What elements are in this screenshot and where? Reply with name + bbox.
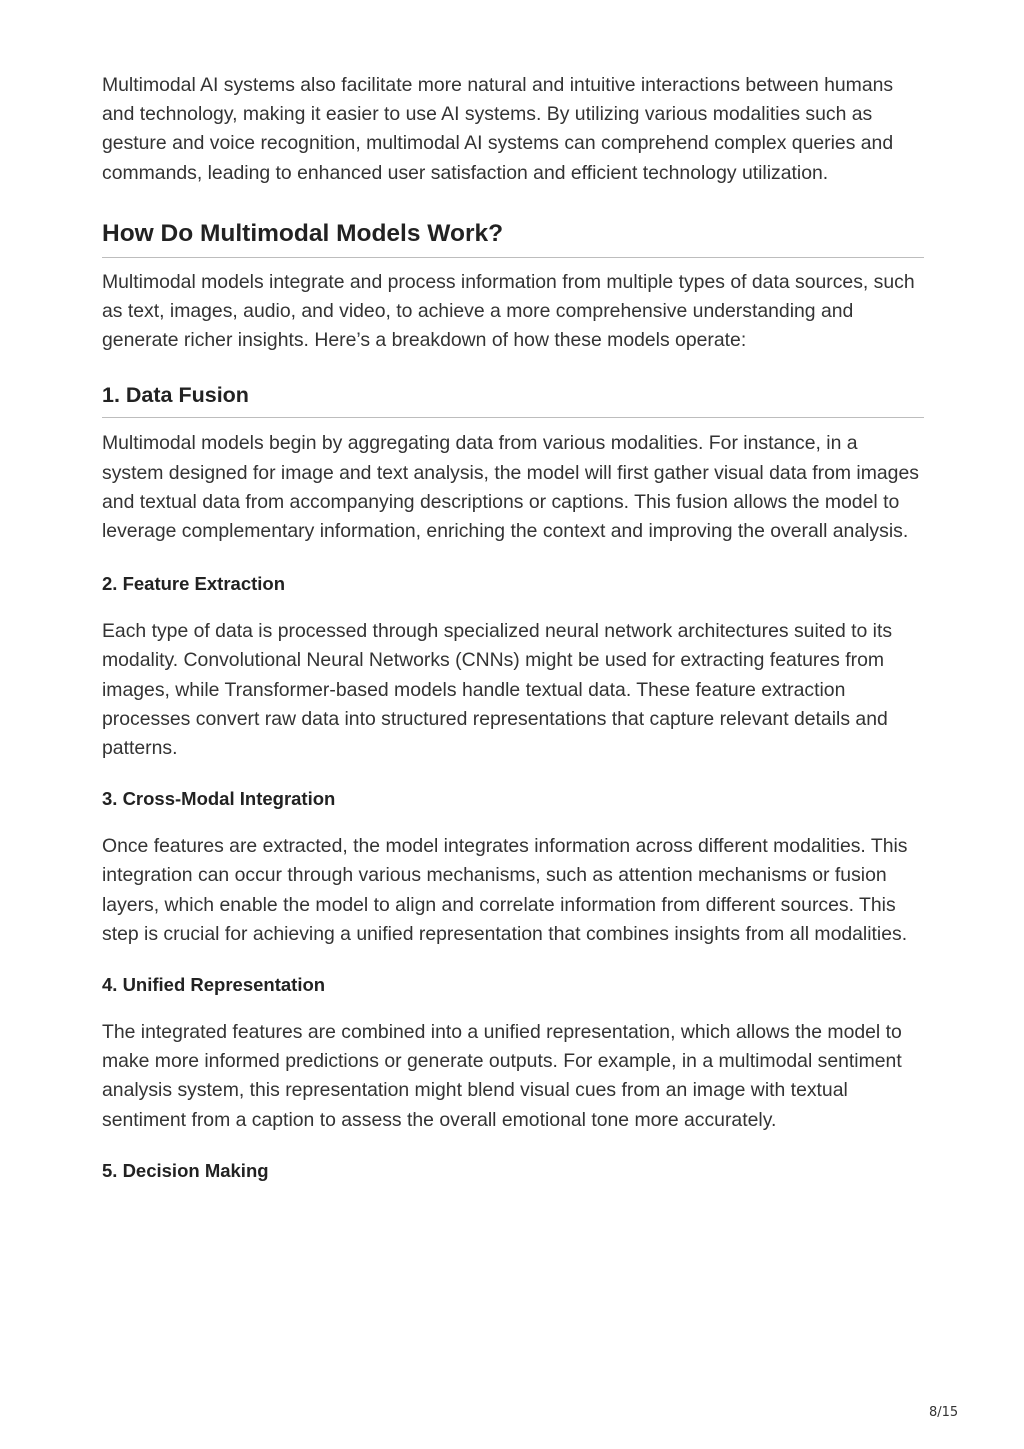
- section-paragraph: Multimodal models integrate and process information from multiple types of data sources, such as text, images, audio, and video, to achieve a more comprehensive understanding and generate richer insights. Here’s a breakdown of how these models operate:: [102, 270, 915, 352]
- step-paragraph-data-fusion: Multimodal models begin by aggregating data from various modalities. For instance, in a system designed for image and text analysis, the model will first gather visual data from images and textual data from accompanying descriptions or captions. This fusion allows the model to leverage complementary information, enriching the context and improving the overall analysis.: [102, 432, 919, 543]
- intro-paragraph: Multimodal AI systems also facilitate more natural and intuitive interactions between humans and technology, making it easier to use AI systems. By utilizing various modalities such as gesture and voice recognition, multimodal AI systems can comprehend complex queries and commands, leading to enhanced user satisfaction and efficient technology utilization.: [102, 74, 894, 184]
- step-paragraph-unified-representation: The integrated features are combined into a unified representation, which allows the model to make more informed predictions or generate outputs. For example, in a multimodal sentiment analysis system, this representation might blend visual cues from an image with textual sentiment from a caption to assess the overall emotional tone more accurately.: [102, 1021, 902, 1131]
- step-heading-cross-modal-integration: 3. Cross-Modal Integration: [102, 788, 336, 810]
- section-heading: How Do Multimodal Models Work?: [102, 219, 924, 258]
- step-heading-data-fusion: 1. Data Fusion: [102, 381, 924, 418]
- step-heading-unified-representation: 4. Unified Representation: [102, 974, 326, 996]
- step-heading-feature-extraction: 2. Feature Extraction: [102, 573, 286, 595]
- article-content: [102, 71, 924, 1184]
- step-paragraph-feature-extraction: Each type of data is processed through specialized neural network architectures suited to its modality. Convolutional Neural Networks (CNNs) might be used for extracting features from images, while Transformer-based models handle textual data. These feature extraction processes convert raw data into structured representations that capture relevant details and patterns.: [102, 620, 893, 760]
- step-heading-decision-making: 5. Decision Making: [102, 1159, 269, 1181]
- step-paragraph-cross-modal-integration: Once features are extracted, the model integrates information across different modalities. This integration can occur through various mechanisms, such as attention mechanisms or fusion layers, which enable the model to align and correlate information from different sources. This step is crucial for achieving a unified representation that combines insights from all modalities.: [102, 835, 908, 945]
- page-number: 8/15: [929, 1405, 959, 1420]
